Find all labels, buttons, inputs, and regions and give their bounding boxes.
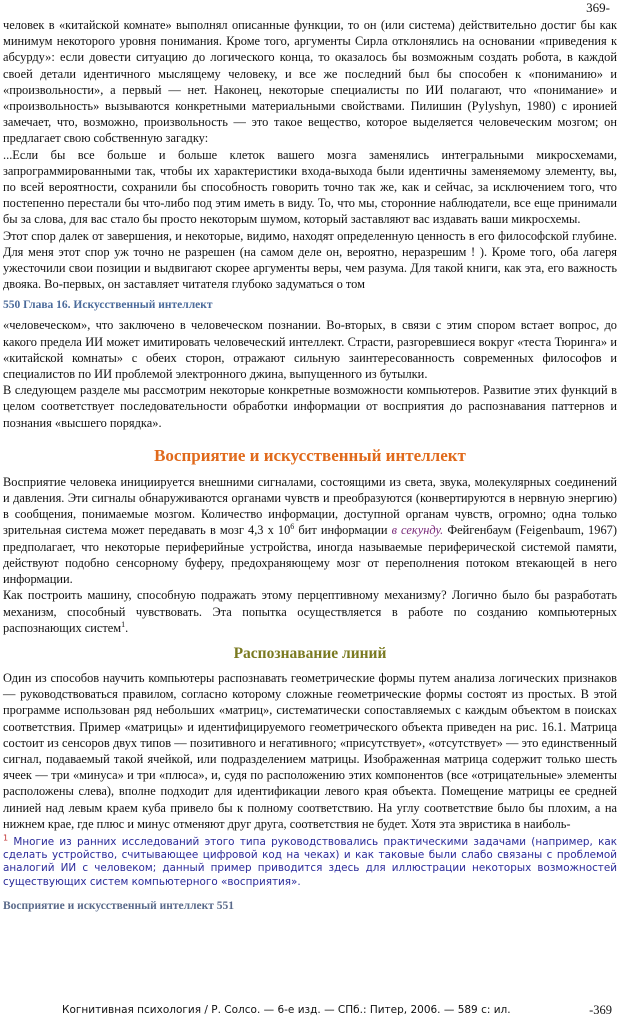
footer-citation: Когнитивная психология / Р. Солсо. — 6-е изд. — СПб.: Питер, 2006. — 589 с: ил.: [62, 1004, 511, 1016]
footnote-text: Многие из ранних исследований этого типа руководствовались практическими задачами (например, как сделать устройство, считывающее цифровой код на чеках) и как таковые были слабо связаны с проблемой аналогий ИИ с человеком; данный пример приводится здесь для иллюстрации некоторых возможностей существующих систем компьютерного «восприятия».: [3, 835, 617, 888]
para-text: Восприятие человека инициируется внешними сигналами, состоящими из света, звука, молекулярных соединений и давления. Эти сигналы обнаруживаются органами чувств и преобразуются (конвертируются в нервную энергию) в сообщения, понимаемые мозгом. Количество информации, доступной органам чувств, огромно; одна только зрительная система может передавать в мозг 4,3 х 10: [3, 474, 617, 538]
footnote-marker: 1: [3, 833, 9, 843]
exponent: 6: [290, 522, 295, 532]
para-end: .: [125, 620, 129, 635]
para-text: Как построить машину, способную подражать этому перцептивному механизму? Логично было бы разработать механизм, способный чувствовать. Эта попытка осуществляется в работе по созданию компьютерных распознающих систем: [3, 588, 617, 635]
section-paragraph-machine: [3, 587, 617, 636]
paragraph: Этот спор далек от завершения, и некоторые, видимо, находят определенную ценность в его философской глубине. Для меня этот спор уж точно не разрешен (на самом деле он, вероятно, неразрешим ! ). Кроме того, оба лагеря ужесточили свои позиции и выдвигают скорее аргументы веры, чем разума. Для такой книги, как эта, его важность двояка. Во-первых, он заставляет читателя глубоко задуматься о том: [3, 228, 617, 292]
section-title: Восприятие и искусственный интеллект: [154, 445, 466, 465]
subsection-paragraph: Один из способов научить компьютеры распознавать геометрические формы путем анализа логических признаков — руководствоваться правилом, согласно которому сложные геометрические формы состоят из простых. В этой программе использован ряд небольших «матриц», систематически сопоставляемых с каждым объектом в поисках соответствия. Пример «матрицы» и идентифицируемого геометрического объекта приведен на рис. 16.1. Матрица состоит из сенсоров двух типов — позитивного и негативного; «присутствует», «отсутствует» — это единственный сигнал, подаваемый такой ячейкой, или подразделением матрицы. Изображенная матрица содержит только шесть ячеек — три «минуса» и три «плюса», и, судя по расположению этих компонентов (все «отрицательные» элементы расположены слева), вполне подходит для идентификации левого края объекта. Помещение матрицы ее средней линией над левым краем куба привело бы к полному соответствию. На углу соответствие было бы плохим, а на нижнем крае, где плюс и минус отменяют друг друга, соответствия не будет. Хотя эта эвристика в наиболь-: [3, 670, 617, 831]
para-text: Фейгенбаум (Feigenbaum, 1967) предполагает, что некоторые периферийные устройства, иногда называемые периферической системой памяти, действуют подобно сенсорному буферу, предохраняющему мозг от переполнения потоком втекающей в него информации.: [3, 523, 617, 587]
paragraph: В следующем разделе мы рассмотрим некоторые конкретные возможности компьютеров. Развитие этих функций в целом соответствует последовательности обработки информации от восприятия до распознавания паттернов и познания «высшего порядка».: [3, 383, 617, 430]
running-head: 550 Глава 16. Искусственный интеллект: [3, 299, 213, 312]
quote-paragraph: ...Если бы все больше и больше клеток вашего мозга заменялись интегральными микросхемами, запрограммированными так, чтобы их характеристики входа-выхода были идентичны заменяемому элементу, вы, по всей вероятности, сохранили бы способность говорить точно так же, как и сейчас, за исключением того, что постепенно перестали бы что-либо под этим иметь в виду. То, что мы, сторонние наблюдатели, все еще принимали бы за слова, для вас стало бы просто некоторым шумом, который заставляют вас издавать ваши микросхемы.: [3, 147, 617, 227]
italic-phrase: в секунду.: [391, 523, 444, 538]
page-number-top: 369-: [586, 0, 610, 15]
page-number-bottom: -369: [589, 1003, 612, 1017]
section-paragraph-perception: [3, 474, 617, 587]
footnote: [3, 833, 617, 889]
footnote-ref: 1: [121, 619, 126, 629]
page-content: [3, 17, 617, 914]
paragraph: «человеческом», что заключено в человеческом познании. Во-вторых, в связи с этим спором встает вопрос, до какого предела ИИ может имитировать человеческий интеллект. Страсти, разгоревшиеся вокруг «теста Тюринга» и «китайской комнаты» с обеих сторон, отражают сильную заинтересованность современных философов и специалистов по ИИ проблемой электронного джина, выпущенного из бутылки.: [3, 318, 617, 382]
running-foot: Восприятие и искусственный интеллект 551: [3, 899, 235, 912]
subsection-title: Распознавание линий: [233, 644, 387, 662]
paragraph: человек в «китайской комнате» выполнял описанные функции, то он (или система) действительно достиг бы как минимум некоторого уровня понимания. Кроме того, аргументы Сирла отклонялись на основании «приведения к абсурду»: если довести ситуацию до логического конца, то оказалось бы возможным создать робота, в каждой своей детали идентичного мыслящему человеку, и все же последний был бы способен к «пониманию» и «произвольности», а первый — нет. Наконец, некоторые специалисты по ИИ полагают, что «понимание» и «произвольность» вызываются конкретными материальными свойствами. Пилишин (Pylyshyn, 1980) с иронией замечает, что, возможно, произвольность — это такое вещество, которое выделяется человеческим мозгом; он предлагает свою собственную загадку:: [3, 18, 617, 146]
para-text: бит информации: [294, 523, 392, 538]
